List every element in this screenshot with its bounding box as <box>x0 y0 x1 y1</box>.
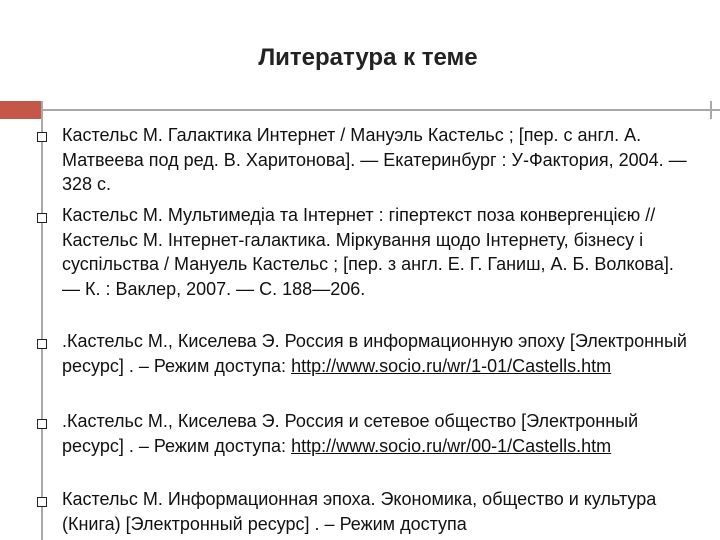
reference-text: Кастельс М. Информационная эпоха. Экономика, общество и культура (Книга) [Электронный ресурс] . – Режим доступа <box>62 489 657 534</box>
reference-text-with-link <box>62 409 692 458</box>
square-bullet-icon <box>37 497 47 507</box>
reference-link[interactable]: http://www.socio.ru/wr/1-01/Castells.htm <box>291 355 612 376</box>
square-bullet-icon <box>37 339 47 349</box>
reference-text: .Кастельс М., Киселева Э. Россия и сетевое общество [Электронный ресурс] . – Режим доступа: <box>62 411 639 456</box>
slide-title: Литература к теме <box>258 44 478 71</box>
square-bullet-icon <box>37 132 47 142</box>
reference-text: Кастельс М. Мультимедіа та Інтернет : гіпертекст поза конвергенцією // Кастельс М. Інтернет-галактика. Міркування щодо Інтернету, бізнесу і суспільства / Мануель Кастельс ; [пер. з англ. Е. Г. Ганиш, А. Б. Волкова]. — К. : Ваклер, 2007. — С. 188—206. <box>62 205 674 299</box>
square-bullet-icon <box>37 213 47 223</box>
reference-text-with-link <box>62 329 692 378</box>
square-bullet-icon <box>37 419 47 429</box>
reference-text: Кастельс М. Галактика Интернет / Мануэль Кастельс ; [пер. с англ. А. Матвеева под ред. В. Харитонова]. — Екатеринбург : У-Фактория, 2004. — 328 с. <box>62 125 687 194</box>
reference-link[interactable]: http://www.socio.ru/wr/00-1/Castells.htm <box>291 435 612 456</box>
reference-text: .Кастельс М., Киселева Э. Россия в информационную эпоху [Электронный ресурс] . – Режим доступа: <box>62 331 687 376</box>
